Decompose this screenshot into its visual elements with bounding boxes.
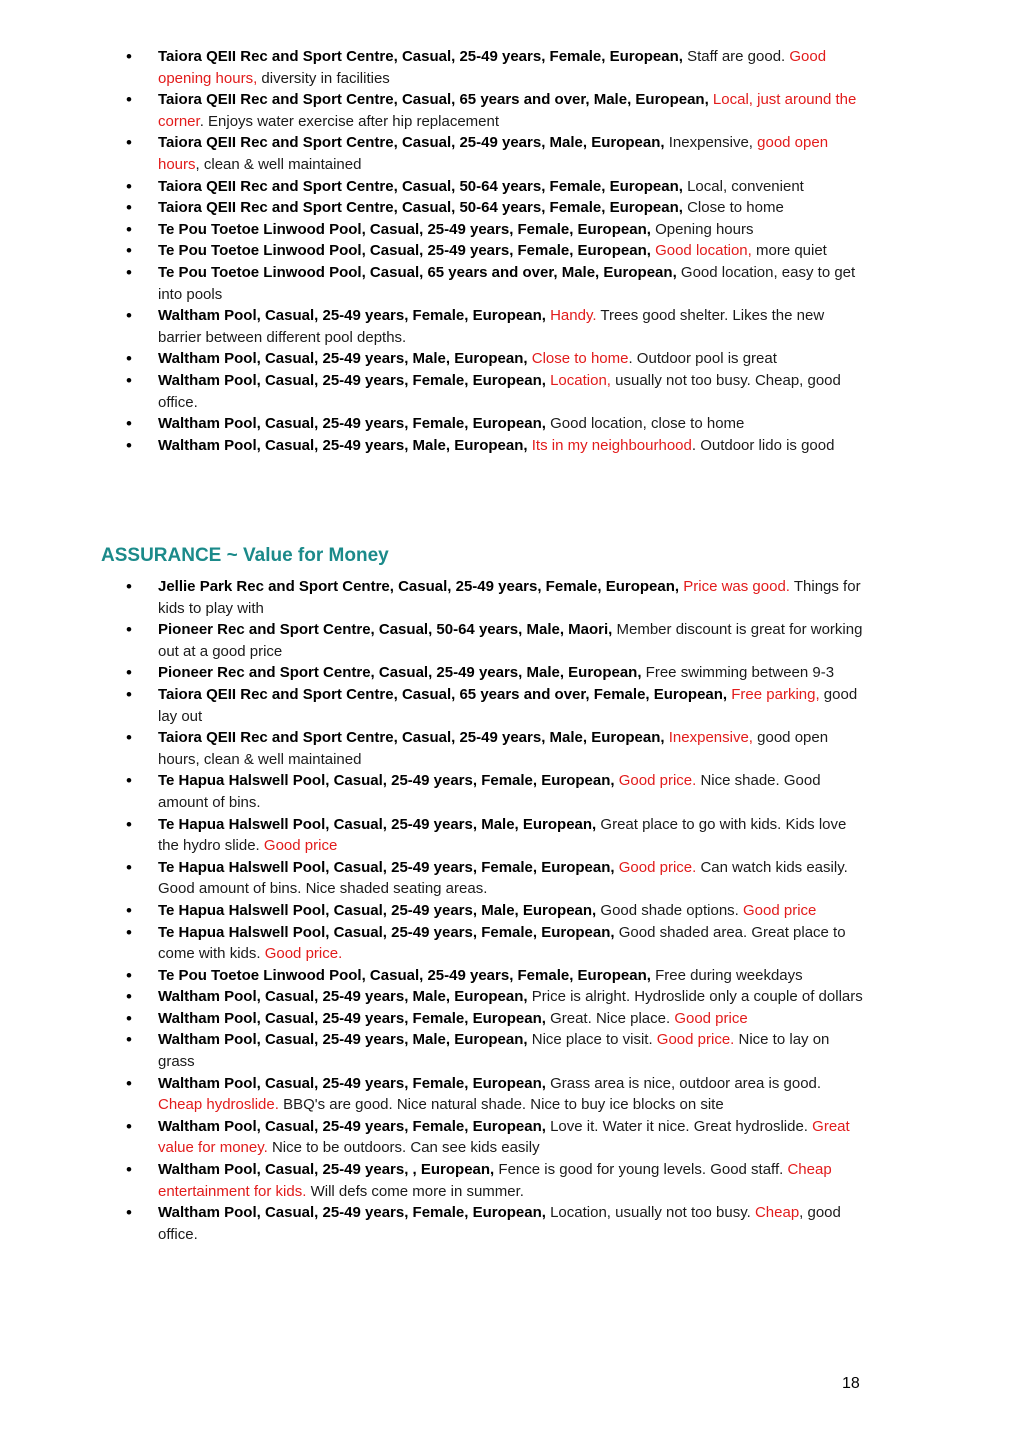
respondent-source: Waltham Pool, Casual, 25-49 years, Female, European, [158, 1074, 546, 1092]
comment-text: diversity in facilities [257, 69, 390, 87]
respondent-source: Waltham Pool, Casual, 25-49 years, Female, European, [158, 307, 546, 325]
list-item [158, 986, 866, 1008]
comment-list-value-for-money [158, 576, 866, 1245]
list-item [158, 576, 866, 619]
comment-text: BBQ's are good. Nice natural shade. Nice to buy ice blocks on site [278, 1096, 724, 1114]
respondent-source: Taiora QEII Rec and Sport Centre, Casual, 50-64 years, Female, European, [158, 177, 683, 195]
list-item [158, 132, 866, 175]
comment-text: Things for kids to play with [158, 578, 861, 617]
list-item [158, 197, 866, 219]
respondent-source: Waltham Pool, Casual, 25-49 years, Male, European, [158, 350, 528, 368]
respondent-source: Waltham Pool, Casual, 25-49 years, Male, European, [158, 436, 528, 454]
respondent-source: Jellie Park Rec and Sport Centre, Casual, 25-49 years, Female, European, [158, 578, 680, 595]
list-item [158, 348, 866, 370]
comment-text: usually not too busy. Cheap, good office. [158, 371, 841, 411]
highlighted-comment: Good price. [618, 858, 697, 876]
comment-text: . Outdoor lido is good [691, 436, 835, 454]
comment-text: Will defs come more in summer. [306, 1182, 524, 1200]
highlighted-comment: Good price. [618, 772, 697, 790]
comment-text: , good office. [158, 1204, 841, 1243]
respondent-source: Waltham Pool, Casual, 25-49 years, Male, European, [158, 1031, 528, 1049]
list-item [158, 219, 866, 241]
list-item [158, 1202, 866, 1245]
highlighted-comment: Good price [263, 837, 338, 855]
comment-text: , clean & well maintained [195, 155, 362, 173]
list-item [158, 619, 866, 662]
list-item [158, 900, 866, 922]
comment-text: Close to home [682, 199, 784, 217]
comment-text: Staff are good. [682, 48, 790, 65]
list-item [158, 922, 866, 965]
respondent-source: Te Pou Toetoe Linwood Pool, Casual, 25-49 years, Female, European, [158, 242, 651, 260]
highlighted-comment: Cheap [754, 1204, 800, 1222]
comment-text: Good location, easy to get into pools [158, 263, 856, 303]
highlighted-comment: Good price. [264, 945, 343, 963]
list-item [158, 965, 866, 987]
highlighted-comment: Price was good. [683, 578, 790, 595]
highlighted-comment: Great value for money. [158, 1117, 850, 1157]
list-item [158, 1008, 866, 1030]
comment-text: Fence is good for young levels. Good staff. [494, 1161, 788, 1179]
list-item [158, 413, 866, 435]
comment-text: Can watch kids easily. Good amount of bins. Nice shaded seating areas. [158, 858, 848, 898]
highlighted-comment: Good opening hours, [158, 48, 827, 87]
list-item [158, 1029, 866, 1072]
highlighted-comment: Good location, [655, 242, 752, 260]
highlighted-comment: Location, [550, 371, 611, 389]
highlighted-comment: Inexpensive, [668, 729, 753, 747]
highlighted-comment: Its in my neighbourhood [531, 436, 692, 454]
comment-text: Free during weekdays [650, 966, 803, 984]
list-item [158, 770, 866, 813]
list-item [158, 1073, 866, 1116]
respondent-source: Te Pou Toetoe Linwood Pool, Casual, 25-49 years, Female, European, [158, 220, 651, 238]
list-item [158, 857, 866, 900]
comment-list-top [158, 46, 866, 456]
list-item [158, 435, 866, 457]
respondent-source: Taiora QEII Rec and Sport Centre, Casual, 25-49 years, Male, European, [158, 729, 665, 747]
list-item [158, 305, 866, 348]
respondent-source: Pioneer Rec and Sport Centre, Casual, 25-49 years, Male, European, [158, 664, 642, 682]
comment-text: Trees good shelter. Likes the new barrier between different pool depths. [158, 307, 825, 346]
highlighted-comment: good open hours [158, 134, 829, 173]
highlighted-comment: Handy. [550, 307, 597, 325]
list-item [158, 662, 866, 684]
page-number: 18 [842, 1375, 860, 1392]
comment-text: Opening hours [650, 220, 754, 238]
comment-text: Inexpensive, [664, 134, 758, 152]
respondent-source: Te Hapua Halswell Pool, Casual, 25-49 years, Male, European, [158, 815, 597, 833]
respondent-source: Waltham Pool, Casual, 25-49 years, Female, European, [158, 1117, 546, 1135]
respondent-source: Te Hapua Halswell Pool, Casual, 25-49 years, Female, European, [158, 858, 615, 876]
comment-text: Price is alright. Hydroslide only a couple of dollars [527, 988, 863, 1006]
respondent-source: Te Hapua Halswell Pool, Casual, 25-49 years, Female, European, [158, 923, 615, 941]
comment-text: Grass area is nice, outdoor area is good. [545, 1074, 822, 1092]
list-item [158, 684, 866, 727]
respondent-source: Taiora QEII Rec and Sport Centre, Casual, 25-49 years, Male, European, [158, 134, 665, 152]
comment-text: Location, usually not too busy. [545, 1204, 755, 1222]
respondent-source: Pioneer Rec and Sport Centre, Casual, 50-64 years, Male, Maori, [158, 621, 613, 639]
list-item [158, 1159, 866, 1202]
comment-text: Love it. Water it nice. Great hydroslide. [545, 1117, 813, 1135]
respondent-source: Taiora QEII Rec and Sport Centre, Casual, 50-64 years, Female, European, [158, 199, 683, 217]
respondent-source: Te Hapua Halswell Pool, Casual, 25-49 years, Male, European, [158, 901, 597, 919]
highlighted-comment: Cheap entertainment for kids. [158, 1161, 832, 1200]
list-item [158, 176, 866, 198]
respondent-source: Taiora QEII Rec and Sport Centre, Casual, 65 years and over, Male, European, [158, 91, 709, 109]
highlighted-comment: Good price [674, 1009, 748, 1027]
list-item [158, 370, 866, 413]
respondent-source: Te Pou Toetoe Linwood Pool, Casual, 25-49 years, Female, European, [158, 966, 651, 984]
respondent-source: Te Pou Toetoe Linwood Pool, Casual, 65 years and over, Male, European, [158, 263, 677, 281]
comment-text: . Outdoor pool is great [628, 350, 777, 368]
comment-text: good open hours, clean & well maintained [158, 729, 829, 768]
comment-text: Good shade options. [596, 901, 744, 919]
highlighted-comment: Cheap hydroslide. [158, 1096, 279, 1114]
respondent-source: Waltham Pool, Casual, 25-49 years, Female, European, [158, 1204, 546, 1222]
list-item [158, 262, 866, 305]
comment-text: . Enjoys water exercise after hip replacement [199, 112, 500, 130]
comment-text: good lay out [158, 685, 858, 725]
comment-text: Nice to lay on grass [158, 1031, 830, 1071]
respondent-source: Waltham Pool, Casual, 25-49 years, Female, European, [158, 415, 546, 433]
respondent-source: Waltham Pool, Casual, 25-49 years, , European, [158, 1161, 495, 1179]
highlighted-comment: Close to home [531, 350, 629, 368]
list-item [158, 46, 866, 89]
highlighted-comment: Free parking, [731, 685, 820, 703]
comment-text: Good location, close to home [545, 415, 745, 433]
comment-text: Free swimming between 9-3 [641, 664, 835, 682]
list-item [158, 89, 866, 132]
comment-text: Local, convenient [682, 177, 804, 195]
respondent-source: Waltham Pool, Casual, 25-49 years, Female, European, [158, 1009, 546, 1027]
list-item [158, 1116, 866, 1159]
respondent-source: Waltham Pool, Casual, 25-49 years, Male, European, [158, 988, 528, 1006]
list-item [158, 727, 866, 770]
highlighted-comment: Good price. [656, 1031, 735, 1049]
respondent-source: Waltham Pool, Casual, 25-49 years, Female, European, [158, 371, 546, 389]
comment-text: more quiet [751, 242, 827, 260]
comment-text: Good shaded area. Great place to come with kids. [158, 923, 846, 963]
comment-text: Great place to go with kids. Kids love the hydro slide. [158, 815, 847, 855]
respondent-source: Taiora QEII Rec and Sport Centre, Casual, 25-49 years, Female, European, [158, 48, 683, 65]
comment-text: Nice shade. Good amount of bins. [158, 772, 821, 811]
comment-text: Nice place to visit. [527, 1031, 657, 1049]
list-item [158, 814, 866, 857]
highlighted-comment: Good price [743, 901, 817, 919]
list-item [158, 240, 866, 262]
comment-text: Great. Nice place. [545, 1009, 675, 1027]
respondent-source: Taiora QEII Rec and Sport Centre, Casual, 65 years and over, Female, European, [158, 685, 728, 703]
comment-text: Member discount is great for working out at a good price [158, 621, 863, 660]
highlighted-comment: Local, just around the corner [158, 91, 857, 130]
comment-text: Nice to be outdoors. Can see kids easily [267, 1139, 540, 1157]
section-heading: ASSURANCE ~ Value for Money [101, 545, 389, 566]
respondent-source: Te Hapua Halswell Pool, Casual, 25-49 years, Female, European, [158, 772, 615, 790]
